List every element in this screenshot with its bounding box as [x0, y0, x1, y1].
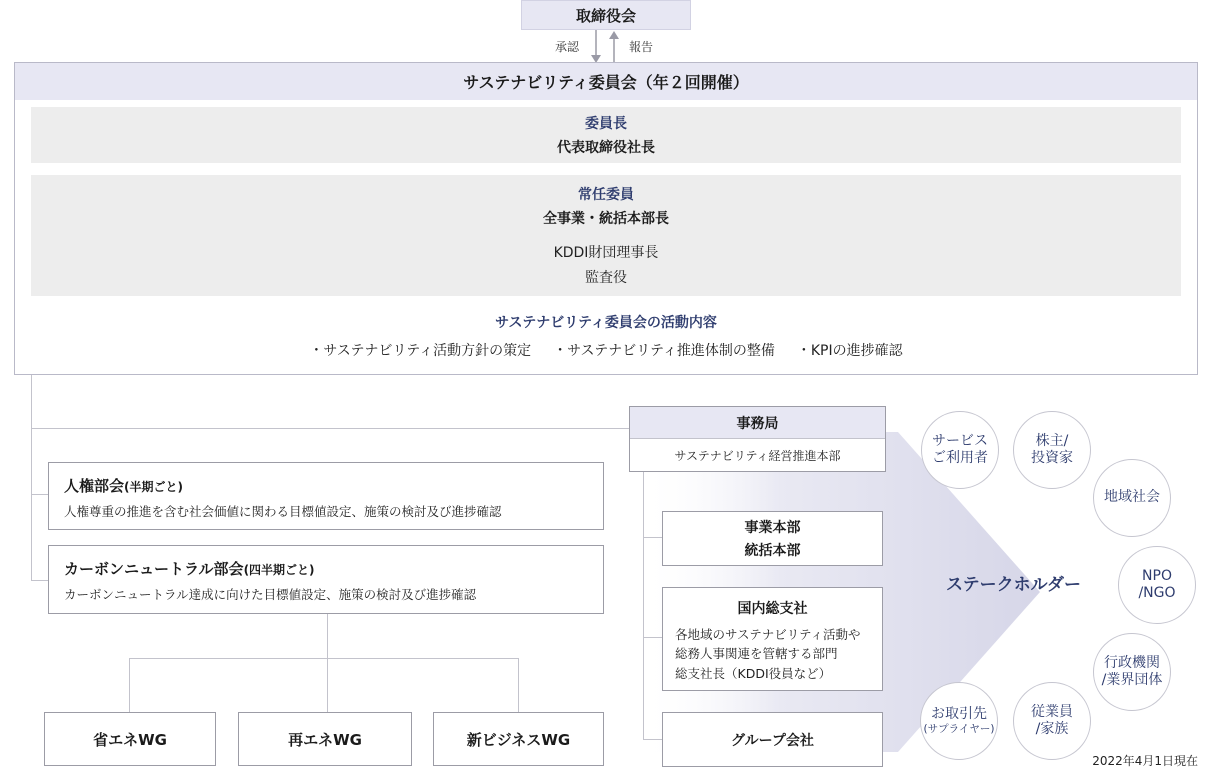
- activity-item: ・KPIの進捗確認: [796, 343, 903, 359]
- approve-report-arrows: [585, 30, 625, 64]
- wg-label: 再エネWG: [288, 730, 362, 749]
- subcommittee-frequency: (四半期ごと): [243, 563, 315, 577]
- stakeholder-local-community: [1093, 459, 1171, 537]
- connector-line: [518, 658, 519, 712]
- connector-line: [643, 472, 644, 740]
- stakeholder-line: ご利用者: [932, 450, 988, 466]
- wg-label: 省エネWG: [93, 730, 167, 749]
- subcommittee-carbon-neutral: [48, 545, 604, 614]
- activity-item: ・サステナビリティ活動方針の策定: [309, 343, 532, 359]
- connector-line: [129, 658, 518, 659]
- subcommittee-title: カーボンニュートラル部会: [64, 560, 244, 578]
- connector-line: [129, 658, 130, 712]
- secretariat-subtitle: [630, 439, 885, 471]
- subcommittee-human-rights: [48, 462, 604, 530]
- domestic-line: 総務人事関連を管轄する部門: [675, 646, 838, 662]
- wg-label: 新ビジネスWG: [466, 730, 571, 749]
- business-division-box: [662, 511, 883, 566]
- arrow-up-icon: [609, 31, 619, 39]
- stakeholder-line: サービス: [932, 432, 988, 449]
- subcommittee-desc: 人権尊重の推進を含む社会価値に関わる目標値設定、施策の検討及び進捗確認: [64, 504, 502, 519]
- domestic-branch-box: [662, 587, 883, 691]
- subcommittee-title: 人権部会: [64, 477, 125, 495]
- activities-heading: サステナビリティ委員会の活動内容: [495, 315, 717, 331]
- stakeholder-suppliers: [920, 682, 998, 760]
- stakeholder-line: お取引先: [931, 705, 987, 722]
- stakeholder-line: NPO: [1142, 567, 1172, 584]
- domestic-title: 国内総支社: [737, 601, 808, 617]
- secretariat-title-text: 事務局: [736, 415, 779, 432]
- stakeholder-line: 株主/: [1035, 432, 1069, 449]
- connector-line: [31, 428, 629, 429]
- secretariat-title: [630, 407, 885, 439]
- group-companies-box: [662, 712, 883, 767]
- domestic-line: 各地域のサステナビリティ活動や: [675, 627, 861, 642]
- wg-energy-saving: [44, 712, 216, 766]
- connector-line: [31, 375, 32, 580]
- chair-heading: 委員長: [585, 116, 627, 132]
- secretariat-subtitle-text: サステナビリティ経営推進本部: [674, 448, 841, 463]
- report-label: 報告: [629, 40, 654, 54]
- standing-line1: 全事業・統括本部長: [543, 211, 669, 227]
- connector-line: [31, 494, 48, 495]
- stakeholder-employees: [1013, 682, 1091, 760]
- standing-heading: 常任委員: [578, 187, 634, 203]
- stakeholder-line: 地域社会: [1104, 489, 1160, 506]
- stakeholder-npo-ngo: [1118, 546, 1196, 624]
- domestic-line: 総支社長（KDDI役員など）: [675, 665, 832, 681]
- connector-line: [31, 580, 48, 581]
- group-companies-label: グループ会社: [731, 732, 814, 749]
- wg-renewable-energy: [238, 712, 412, 766]
- subcommittee-name: [64, 475, 603, 496]
- committee-title: [15, 63, 1197, 100]
- standing-members-panel: [31, 175, 1181, 296]
- division-line: 統括本部: [744, 543, 801, 559]
- activity-item: ・サステナビリティ推進体制の整備: [553, 343, 775, 359]
- stakeholder-government: [1093, 633, 1171, 711]
- board-label: 取締役会: [575, 6, 636, 25]
- stakeholder-line: /NGO: [1138, 585, 1176, 601]
- activities-list: [309, 340, 902, 360]
- domestic-description: [675, 625, 882, 683]
- subcommittee-frequency: (半期ごと): [124, 480, 183, 494]
- chair-panel: [31, 107, 1181, 163]
- wg-new-business: [433, 712, 604, 766]
- connector-line: [643, 739, 662, 740]
- subcommittee-name: [64, 558, 603, 579]
- approve-label: 承認: [555, 40, 580, 54]
- stakeholder-line: 投資家: [1031, 450, 1073, 466]
- stakeholder-service-users: [921, 411, 999, 489]
- connector-line: [327, 614, 328, 658]
- date-note: 2022年4月1日現在: [1092, 754, 1198, 768]
- standing-line3: 監査役: [585, 270, 627, 286]
- connector-line: [327, 658, 328, 712]
- stakeholders-label: ステークホルダー: [946, 575, 1081, 595]
- stakeholder-line: /家族: [1035, 721, 1069, 737]
- stakeholder-line: /業界団体: [1101, 672, 1163, 688]
- standing-line2: KDDI財団理事長: [553, 245, 659, 261]
- chair-value: 代表取締役社長: [557, 140, 655, 156]
- board-of-directors-box: [521, 0, 691, 30]
- stakeholder-line: 行政機関: [1104, 654, 1160, 671]
- stakeholder-line: 従業員: [1031, 703, 1073, 720]
- stakeholder-line: (サプライヤー): [923, 723, 995, 736]
- connector-line: [643, 537, 662, 538]
- stakeholder-shareholders: [1013, 411, 1091, 489]
- connector-line: [643, 637, 662, 638]
- division-line: 事業本部: [744, 520, 801, 536]
- activities-section: [31, 308, 1181, 364]
- committee-title-text: サステナビリティ委員会（年２回開催）: [463, 73, 749, 92]
- subcommittee-desc: カーボンニュートラル達成に向けた目標値設定、施策の検討及び進捗確認: [64, 587, 477, 602]
- secretariat-box: [629, 406, 886, 472]
